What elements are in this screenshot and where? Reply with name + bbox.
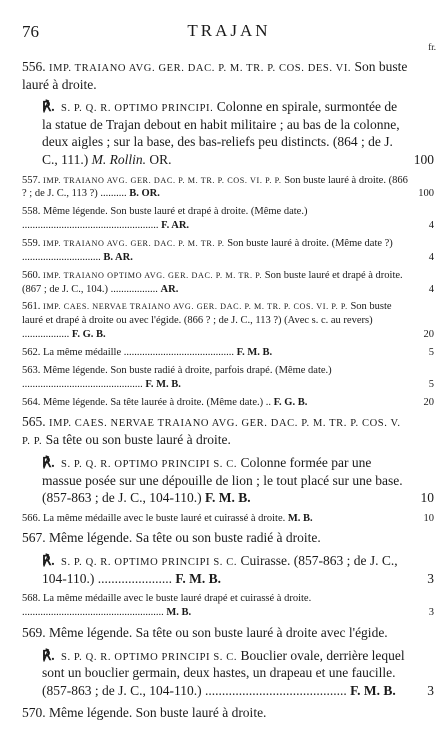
obverse-legend: IMP. TRAIANO AVG. GER. DAC. P. M. TR. P. (43, 239, 225, 248)
price: 5 (428, 347, 434, 359)
metal: F. M. B. (175, 570, 222, 586)
entry-description: Sa tête ou son buste lauré à droite. (45, 432, 231, 448)
reverse-legend: S. P. Q. R. OPTIMO PRINCIPI S. C. (61, 557, 238, 569)
entry-number: 563. (22, 364, 41, 376)
metal: F. M. B. (145, 378, 181, 390)
entry-number: 570. (22, 705, 46, 721)
entry-description: Même légende. Son buste lauré à droite. (49, 705, 267, 721)
entry-558 (22, 205, 440, 233)
reverse-mark-icon: ℟. (42, 99, 55, 115)
metal: M. B. (166, 607, 192, 619)
metal: F. M. B. (204, 490, 251, 506)
reverse-description: Colonne formée par une massue posée sur une dépouille de lion ; le tout placé sur une base. (857-863 ; de J. C., 104-110.) (42, 454, 403, 506)
entry-number: 565. (22, 414, 46, 430)
obverse-legend: IMP. TRAIANO AVG. GER. DAC. P. M. TR. P. COS. VI. P. P. (43, 175, 282, 185)
entry-description: La même médaille .......................................... (43, 347, 235, 359)
entry-number: 569. (22, 624, 46, 640)
metal: F. M. B. (236, 347, 273, 359)
obverse-legend: IMP. TRAIANO AVG. GER. DAC. P. M. TR. P. COS. DES. VI. (49, 63, 352, 74)
entry-560 (22, 269, 440, 297)
entry-number: 558. (22, 206, 41, 218)
reverse-description: Bouclier ovale, derrière lequel sont un bouclier germain, deux hastes, un drapeau et une faucille. (857-863 ; de J. C., 104-110.) .......................................... (42, 647, 405, 698)
metal: M. B. (287, 512, 313, 524)
entry-number: 560. (22, 269, 41, 281)
price: 100 (418, 188, 434, 200)
metal: B. OR. (129, 188, 160, 200)
page-title: TRAJAN (187, 21, 271, 40)
entry-567 (22, 529, 440, 547)
running-header (22, 20, 436, 52)
entry-559 (22, 237, 440, 265)
price: 5 (428, 378, 434, 390)
price-unit: fr. (428, 42, 436, 52)
price: 4 (428, 283, 434, 295)
entry-556 (22, 58, 440, 93)
entry-565 (22, 413, 440, 448)
entry-description: Même légende. Son buste lauré et drapé à droite. (Même date.) .................................................... (22, 206, 308, 232)
reverse-mark-icon: ℟. (42, 454, 55, 470)
page-number: 76 (22, 22, 39, 41)
catalogue-entries (22, 58, 440, 727)
reverse-legend: S. P. Q. R. OPTIMO PRINCIPI S. C. (61, 458, 238, 470)
entry-567-reverse (22, 552, 440, 587)
entry-564 (22, 396, 440, 410)
entry-565-reverse (22, 454, 440, 507)
entry-description: La même médaille avec le buste lauré et cuirassé à droite. (43, 512, 286, 524)
obverse-legend: IMP. CAES. NERVAE TRAIANO AVG. GER. DAC. P. M. TR. P. COS. V. P. P. (22, 418, 401, 448)
entry-556-reverse (22, 98, 440, 168)
entry-563 (22, 364, 440, 392)
reverse-description: Colonne en spirale, surmontée de la statue de Trajan debout en habit militaire ; au bas de la colonne, deux aigles ; sur la base, des bas-reliefs peu distincts. (864 ; de J. C., 111.) (42, 99, 400, 168)
metal: OR. (149, 152, 172, 168)
entry-description: Son buste lauré à droite. (866 ? ; de J. C., 113 ?) .......... (22, 174, 408, 200)
reverse-legend: S. P. Q. R. OPTIMO PRINCIPI. (61, 103, 214, 115)
entry-561 (22, 300, 440, 342)
entry-number: 557. (22, 174, 41, 186)
entry-number: 562. (22, 347, 41, 359)
entry-569 (22, 624, 440, 642)
reverse-description: Cuirasse. (857-863 ; de J. C., 104-110.) ...................... (42, 553, 398, 586)
entry-description: Même légende. Sa tête laurée à droite. (Même date.) .. (43, 396, 271, 408)
price: 3 (427, 682, 434, 698)
entry-description: Même légende. Sa tête ou son buste lauré à droite avec l'égide. (49, 624, 388, 640)
price: 20 (423, 329, 434, 341)
price: 4 (428, 251, 434, 263)
entry-description: Même légende. Son buste radié à droite, parfois drapé. (Même date.) .............................................. (22, 364, 332, 390)
entry-number: 561. (22, 301, 41, 313)
entry-557 (22, 174, 440, 202)
price: 3 (428, 607, 434, 619)
entry-description: La même médaille avec le buste lauré drapé et cuirassé à droite. ...................................................... (22, 593, 312, 619)
price: 4 (428, 220, 434, 232)
price: 10 (420, 490, 434, 506)
price: 3 (427, 570, 434, 586)
metal: F. G. B. (71, 329, 106, 341)
entry-number: 564. (22, 396, 41, 408)
entry-description: Son buste lauré et drapé à droite. (867 ; de J. C., 104.) .................. (22, 269, 403, 295)
entry-566 (22, 512, 440, 526)
metal: AR. (160, 283, 179, 295)
reverse-mark-icon: ℟. (42, 553, 55, 569)
entry-568 (22, 592, 440, 620)
entry-description: Son buste lauré et drapé à droite ou avec l'égide. (866 ? ; de J. C., 113 ?) (Avec s. c. au revers) .................. (22, 301, 392, 341)
entry-number: 559. (22, 238, 41, 249)
price: 20 (423, 396, 434, 408)
entry-562 (22, 346, 440, 360)
reverse-legend: S. P. Q. R. OPTIMO PRINCIPI S. C. (61, 651, 238, 663)
collection-name: M. Rollin. (91, 152, 146, 168)
metal: F. M. B. (350, 682, 396, 698)
entry-description: Même légende. Sa tête ou son buste radié à droite. (49, 530, 321, 546)
price: 10 (423, 512, 434, 524)
entry-570 (22, 704, 440, 722)
metal: F. AR. (161, 220, 190, 232)
entry-569-reverse (22, 647, 440, 700)
entry-number: 566. (22, 512, 41, 524)
entry-number: 556. (22, 59, 46, 74)
metal: B. AR. (103, 251, 133, 263)
price: 100 (413, 152, 434, 168)
metal: F. G. B. (273, 396, 308, 408)
entry-description: Son buste lauré à droite. (Même date ?) .............................. (22, 238, 393, 263)
entry-number: 567. (22, 530, 46, 546)
entry-number: 568. (22, 593, 41, 605)
obverse-description: Son buste lauré à droite. (22, 59, 408, 92)
obverse-legend: IMP. TRAIANO OPTIMO AVG. GER. DAC. P. M. TR. P. (43, 270, 263, 280)
reverse-mark-icon: ℟. (42, 647, 55, 663)
obverse-legend: IMP. CAES. NERVAE TRAIANO AVG. GER. DAC. P. M. TR. P. COS. VI. P. P. (43, 302, 348, 312)
